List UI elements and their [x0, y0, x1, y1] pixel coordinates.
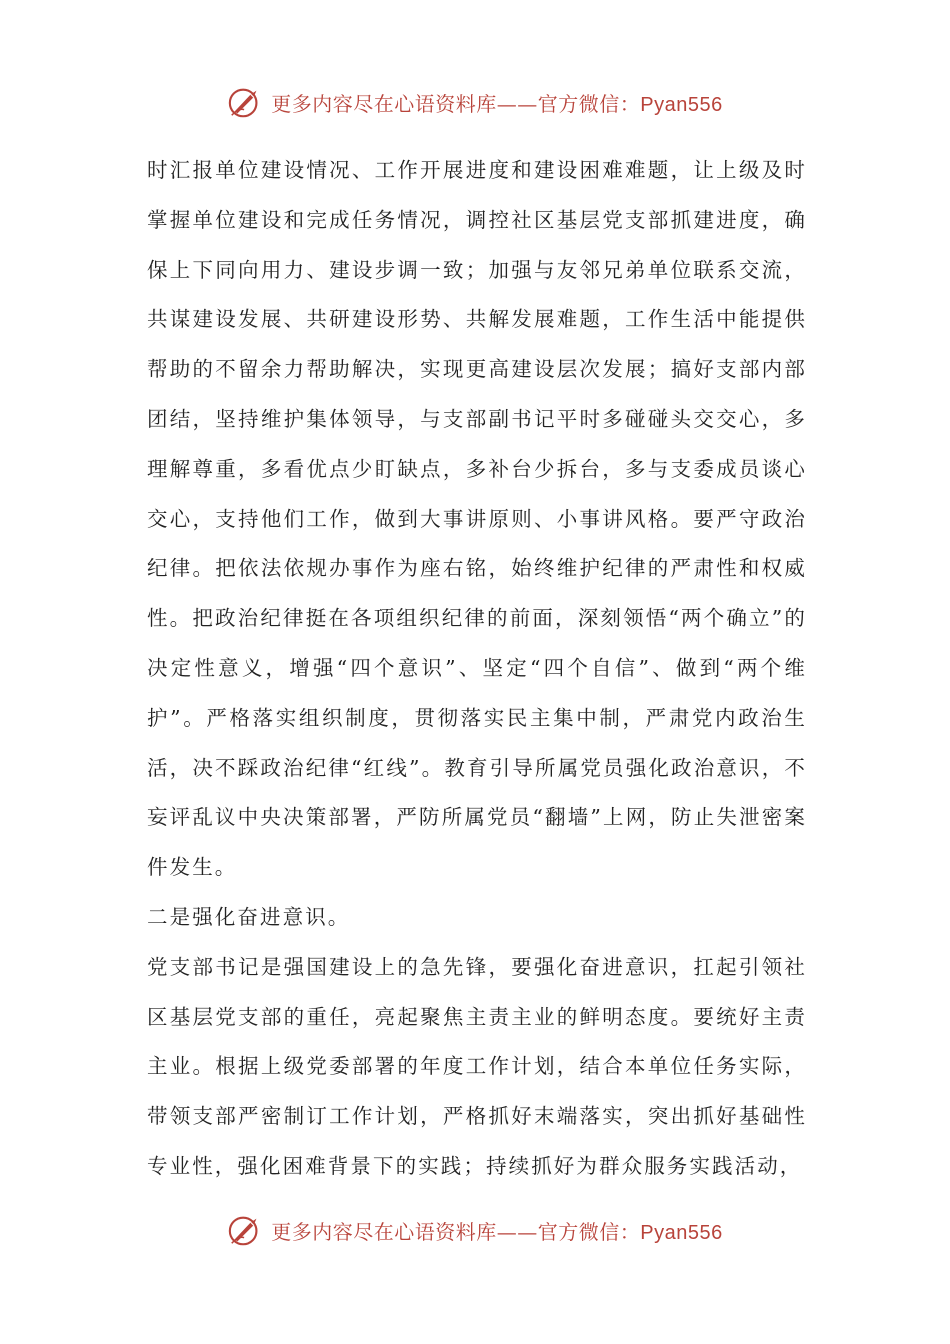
header-banner-text [271, 88, 722, 117]
header-banner [0, 82, 950, 122]
header-banner-label: 官方微信： [537, 91, 641, 116]
footer-banner-label: 官方微信： [537, 1219, 641, 1244]
header-banner-dash: —— [496, 91, 538, 116]
pen-nib-logo-icon [227, 1211, 265, 1249]
footer-banner-dash: —— [496, 1219, 538, 1244]
body-paragraph-1: 时汇报单位建设情况、工作开展进度和建设困难难题，让上级及时掌握单位建设和完成任务情况，调控社区基层党支部抓建进度，确保上下同向用力、建设步调一致；加强与友邻兄弟单位联系交流，共谋建设发展、共研建设形势、共解发展难题，工作生活中能提供帮助的不留余力帮助解决，实现更高建设层次发展；搞好支部内部团结，坚持维护集体领导，与支部副书记平时多碰碰头交交心，多理解尊重，多看优点少盯缺点，多补台少拆台，多与支委成员谈心交心，支持他们工作，做到大事讲原则、小事讲风格。要严守政治纪律。把依法依规办事作为座右铭，始终维护纪律的严肃性和权威性。把政治纪律挺在各项组织纪律的前面，深刻领悟“两个确立”的决定性意义，增强“四个意识”、坚定“四个自信”、做到“两个维护”。严格落实组织制度，贯彻落实民主集中制，严肃党内政治生活，决不踩政治纪律“红线”。教育引导所属党员强化政治意识，不妄评乱议中央决策部署，严防所属党员“翻墙”上网，防止失泄密案件发生。 [147, 158, 807, 880]
body-paragraph-2: 党支部书记是强国建设上的急先锋，要强化奋进意识，扛起引领社区基层党支部的重任，亮起聚焦主责主业的鲜明态度。要统好主责主业。根据上级党委部署的年度工作计划，结合本单位任务实际，带领支部严密制订工作计划，严格抓好末端落实，突出抓好基础性专业性，强化困难背景下的实践；持续抓好为群众服务实践活动， [147, 954, 807, 1178]
section-heading: 二是强化奋进意识。 [147, 904, 351, 929]
header-banner-main: 更多内容尽在心语资料库 [271, 91, 497, 116]
footer-banner-wechat: Pyan556 [640, 1221, 723, 1244]
pen-nib-logo-icon [227, 83, 265, 121]
header-banner-wechat: Pyan556 [640, 93, 723, 116]
footer-banner [0, 1210, 950, 1250]
footer-banner-main: 更多内容尽在心语资料库 [271, 1219, 497, 1244]
document-body [147, 146, 807, 1192]
footer-banner-text [271, 1216, 722, 1245]
